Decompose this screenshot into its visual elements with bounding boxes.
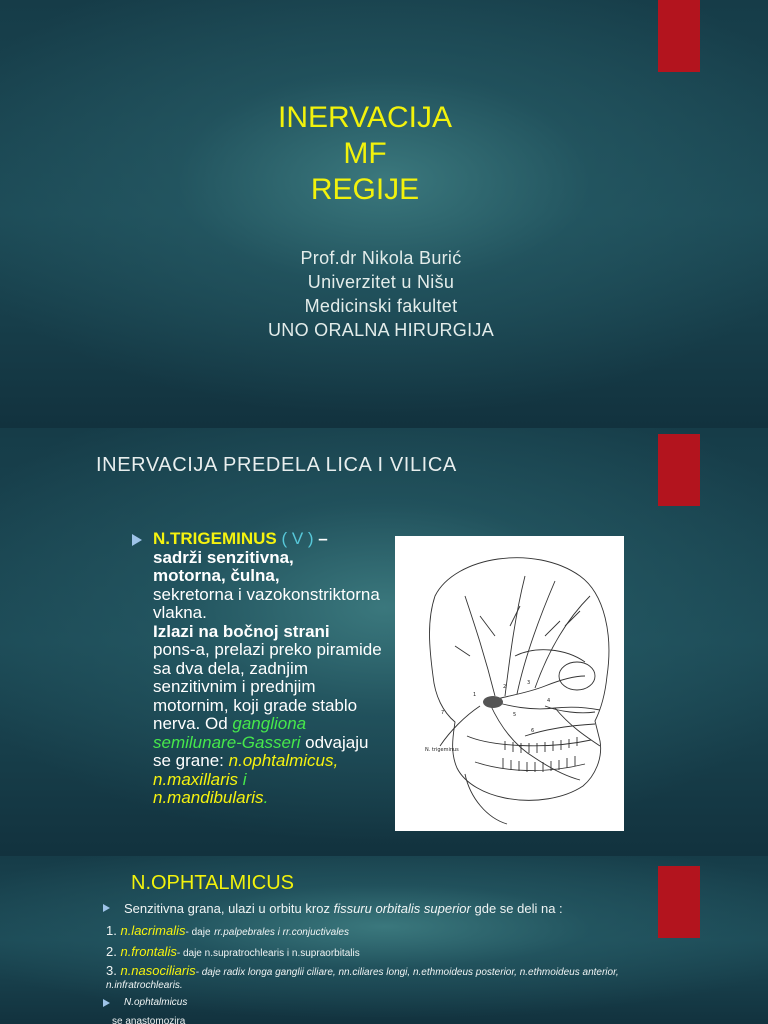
item-name: n.lacrimalis — [120, 923, 186, 938]
item-number: 1. — [106, 923, 117, 938]
intro-part-b: fissuru orbitalis superior — [333, 901, 471, 916]
intro-part-c: gde se deli na : — [474, 901, 563, 916]
university-line: Univerzitet u Nišu — [307, 272, 455, 292]
item-text: - daje — [185, 927, 211, 938]
title-line-1: INERVACIJA — [278, 101, 452, 134]
text-1: sadrži senzitivna, — [153, 547, 294, 567]
item-number: 2. — [106, 944, 117, 959]
title-slide — [0, 0, 768, 428]
svg-text:7: 7 — [441, 710, 445, 716]
branch-maxillaris: n.maxillaris — [153, 769, 239, 789]
text-5: pons-a, prelazi preko piramide sa dva dela, zadnjim senzitivnim i prednjim motornim, koji grade stablo nerva. Od — [153, 640, 382, 733]
bullet-arrow-icon — [103, 904, 110, 912]
svg-text:5: 5 — [513, 712, 517, 718]
bullet-text — [153, 530, 383, 808]
text-3: sekretorna i vazokonstriktorna vlakna. — [153, 584, 380, 622]
bullet-arrow-icon — [103, 999, 110, 1007]
item-name: n.nasociliaris — [120, 963, 196, 978]
dash: – — [313, 529, 328, 548]
nerve-name: N.TRIGEMINUS — [153, 529, 277, 548]
slide-heading: INERVACIJA PREDELA LICA I VILICA — [96, 454, 457, 476]
period: . — [263, 788, 269, 807]
item-text: - daje radix longa ganglii ciliare, nn.ciliares longi, n.ethmoideus posterior, n.ethmoideus anterior, n.infratrochlearis. — [106, 967, 619, 991]
trigeminus-slide — [0, 428, 768, 856]
red-accent-bar — [658, 0, 700, 72]
list-item — [106, 923, 349, 938]
item-name: n.frontalis — [120, 944, 177, 959]
secondary-bullet: N.ophtalmicus — [124, 997, 188, 1008]
slide-heading: N.OPHTALMICUS — [131, 872, 294, 894]
title-line-2: MF — [343, 137, 387, 170]
ophtalmicus-slide — [0, 856, 768, 1024]
tertiary-text: se anastomozira — [112, 1016, 186, 1024]
roman-numeral: ( V ) — [281, 529, 314, 548]
bullet-arrow-icon — [132, 534, 142, 546]
text-7: odvajaju se grane: — [153, 732, 369, 770]
svg-text:6: 6 — [531, 728, 535, 734]
department-line: UNO ORALNA HIRURGIJA — [267, 320, 495, 340]
item-text: - daje n.supratrochlearis i n.supraorbitalis — [176, 948, 360, 959]
svg-text:2: 2 — [503, 684, 507, 690]
author-line: Prof.dr Nikola Burić — [300, 248, 462, 268]
text-4: Izlazi na bočnoj strani — [153, 621, 330, 641]
red-accent-bar — [658, 866, 700, 938]
list-item — [106, 965, 646, 991]
text-2: motorna, čulna, — [153, 566, 280, 585]
svg-text:1: 1 — [473, 692, 477, 698]
svg-text:4: 4 — [547, 698, 551, 704]
ganglion-name: gangliona semilunare-Gasseri — [153, 714, 307, 752]
slide-subtitle — [0, 246, 762, 342]
faculty-line: Medicinski fakultet — [304, 296, 458, 316]
list-item — [106, 944, 360, 959]
svg-text:3: 3 — [527, 680, 531, 686]
slide-title — [0, 100, 730, 208]
trigeminus-anatomy-figure — [395, 536, 624, 831]
item-number: 3. — [106, 963, 117, 978]
intro-text — [124, 901, 563, 916]
item-rest: rr.palpebrales i rr.conjuctivales — [214, 927, 349, 938]
svg-text:N. trigeminus: N. trigeminus — [425, 747, 459, 753]
intro-part-a: Senzitivna grana, ulazi u orbitu kroz — [124, 901, 330, 916]
conjunction: i — [242, 769, 247, 789]
skull-nerve-sketch — [395, 536, 624, 831]
branch-mandibularis: n.mandibularis — [153, 788, 264, 807]
red-accent-bar — [658, 434, 700, 506]
branch-ophtalmicus: n.ophtalmicus, — [228, 751, 339, 770]
title-line-3: REGIJE — [310, 173, 420, 206]
